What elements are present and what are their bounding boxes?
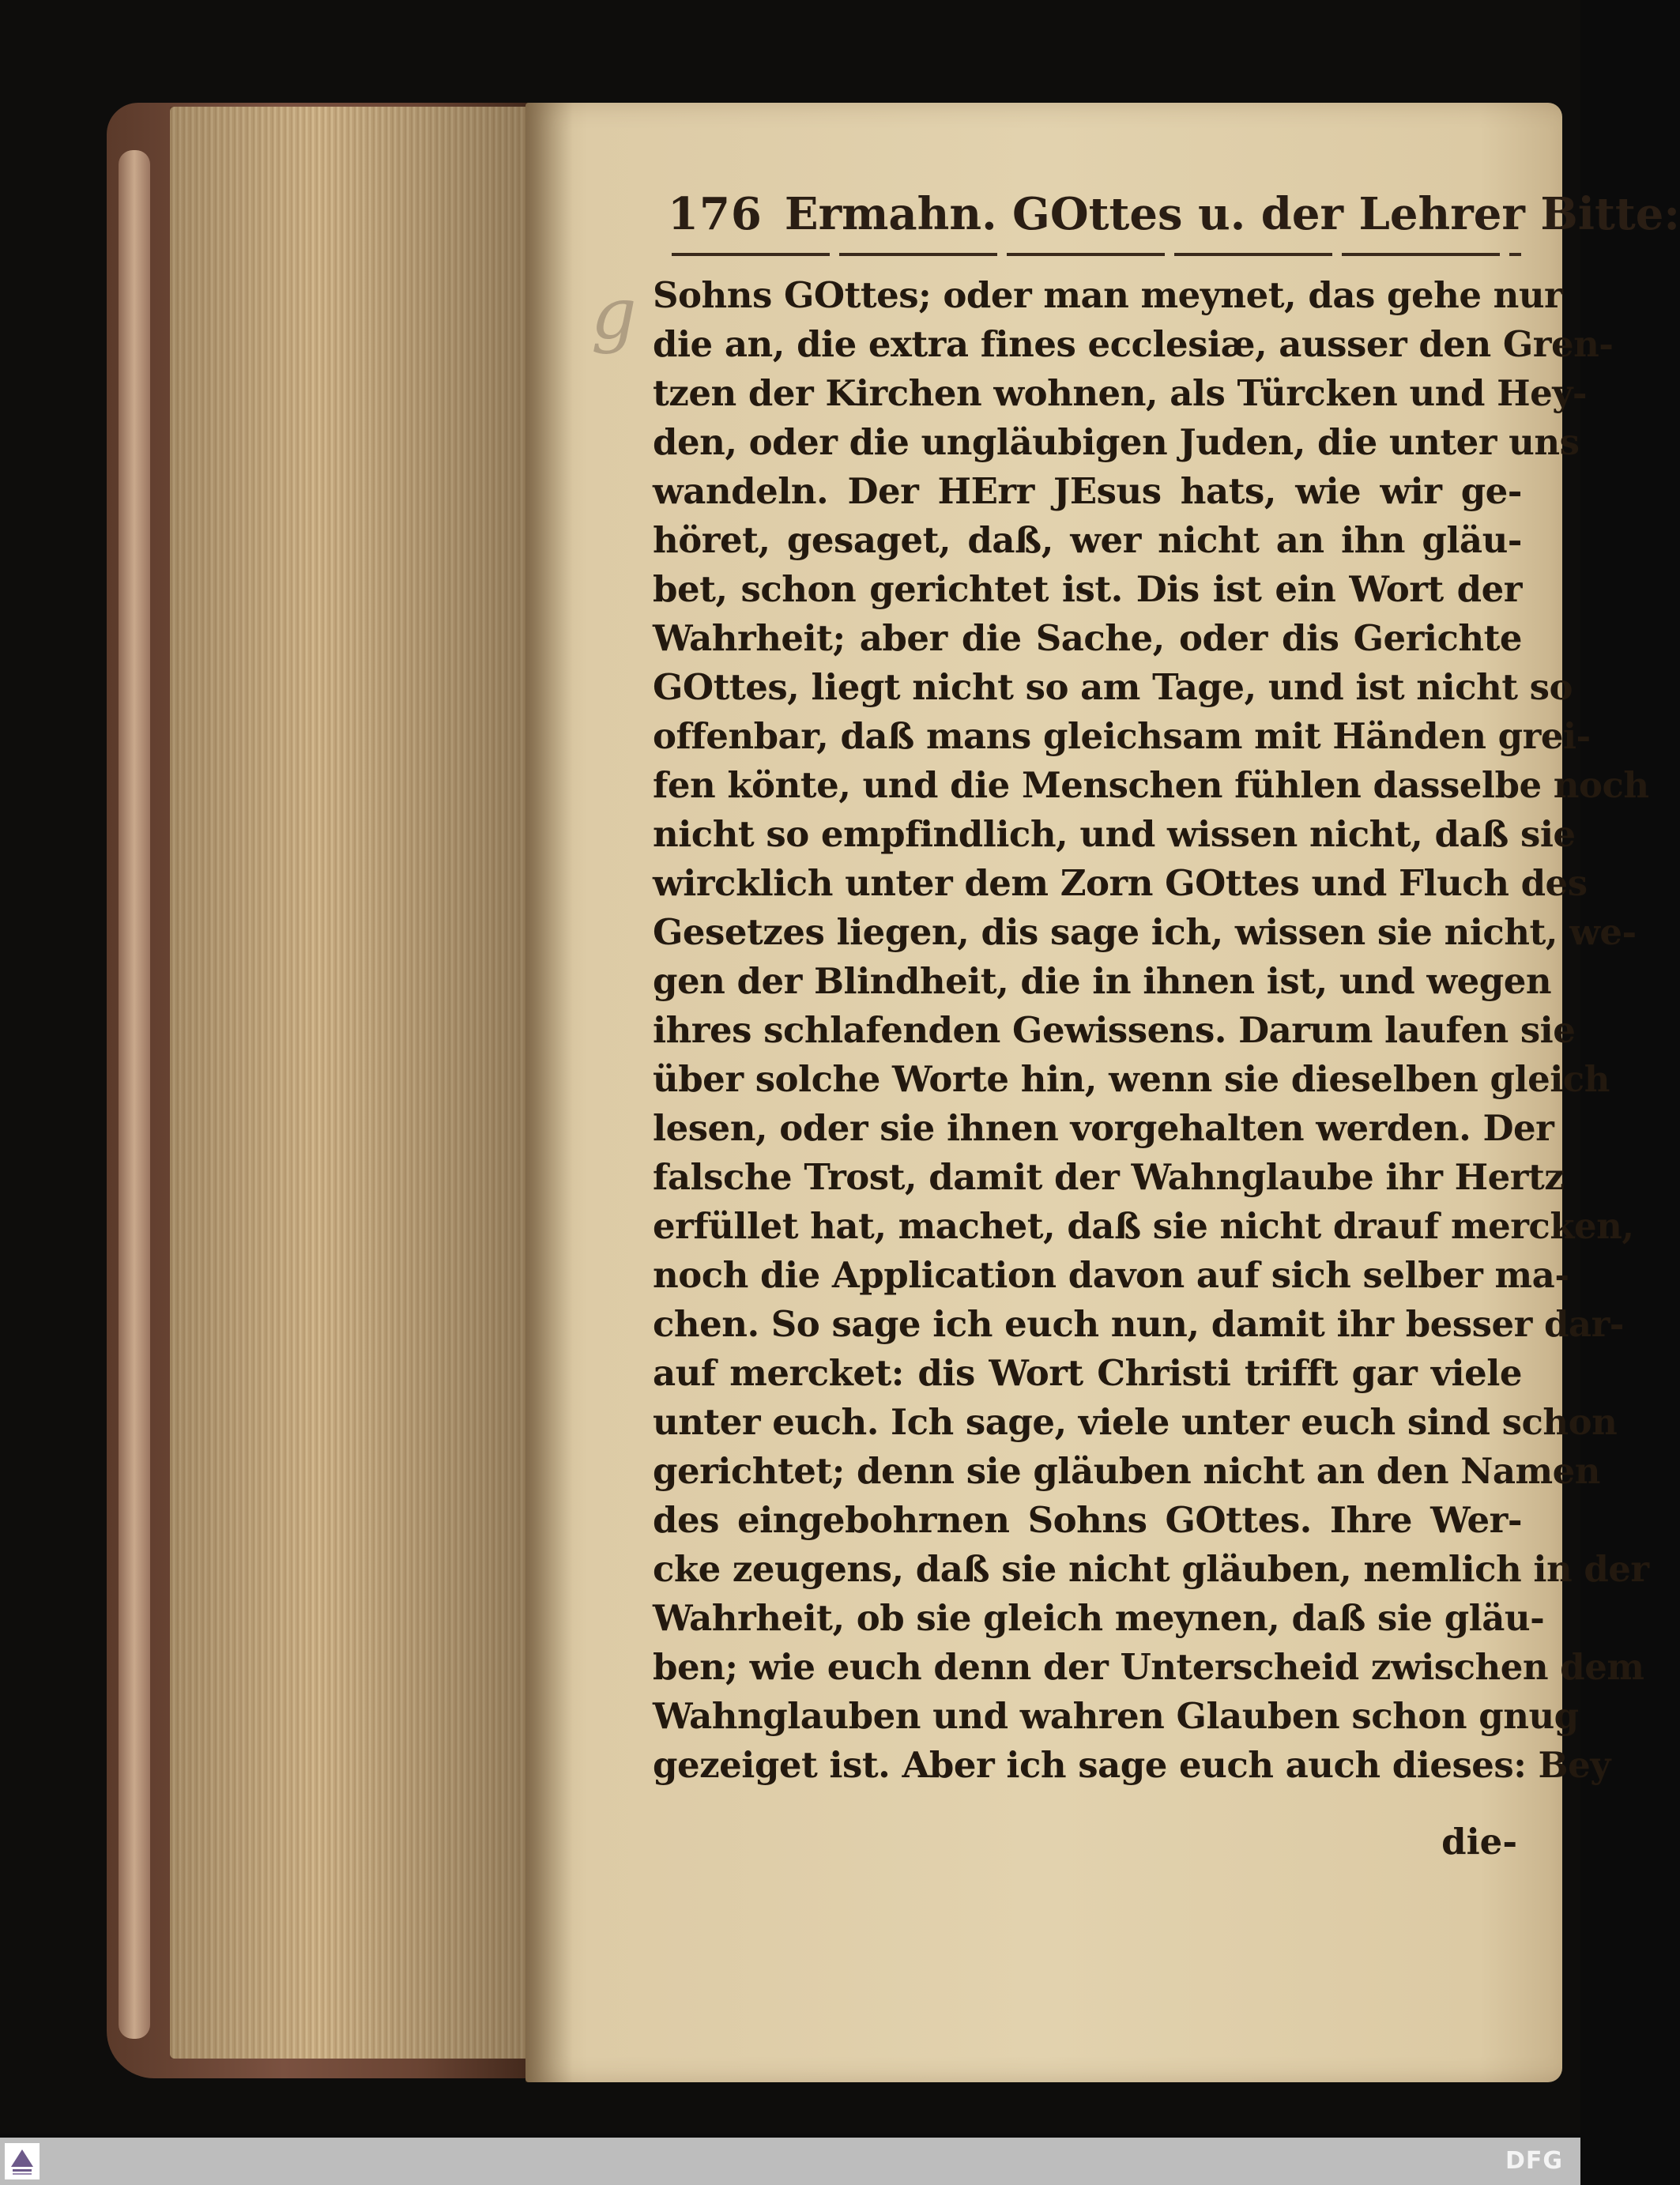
text-line: falsche Trost, damit der Wahnglaube ihr Hertz: [653, 1156, 1565, 1198]
text-line: bet, schon gerichtet ist. Dis ist ein Wort der: [653, 568, 1522, 610]
header-rule: [672, 253, 1521, 256]
text-line: Wahnglauben und wahren Glauben schon gnug: [653, 1695, 1579, 1737]
dfg-logo[interactable]: DFG: [1505, 2147, 1563, 2175]
page-gutter-shadow: [525, 103, 573, 2082]
catchword: die-: [1441, 1821, 1517, 1863]
text-line: gen der Blindheit, die in ihnen ist, und wegen: [653, 960, 1552, 1002]
text-line: nicht so empfindlich, und wissen nicht, daß sie: [653, 813, 1576, 855]
running-head-title: Ermahn. GOttes u. der Lehrer Bitte:: [784, 188, 1680, 240]
text-line: Gesetzes liegen, dis sage ich, wissen sie nicht, we-: [653, 911, 1637, 953]
text-line: höret, gesaget, daß, wer nicht an ihn gläu-: [653, 519, 1522, 561]
text-line: die an, die extra fines ecclesiæ, ausser den Gren-: [653, 323, 1614, 365]
cover-edge: [119, 150, 150, 2039]
text-line: offenbar, daß mans gleichsam mit Händen grei-: [653, 715, 1591, 757]
page-edges-shade: [170, 107, 541, 2059]
text-line: gezeiget ist. Aber ich sage euch auch dieses: Bey: [653, 1744, 1610, 1786]
library-logo-icon[interactable]: [5, 2143, 40, 2179]
text-line: noch die Application davon auf sich selber ma-: [653, 1254, 1569, 1296]
text-line: GOttes, liegt nicht so am Tage, und ist nicht so: [653, 666, 1573, 708]
text-line: den, oder die ungläubigen Juden, die unter uns: [653, 421, 1580, 463]
text-line: Wahrheit; aber die Sache, oder dis Gerichte: [653, 617, 1522, 659]
text-line: wandeln. Der HErr JEsus hats, wie wir ge-: [653, 470, 1522, 512]
text-line: fen könte, und die Menschen fühlen dasselbe noch: [653, 764, 1649, 806]
margin-note: g: [591, 273, 637, 356]
text-line: Wahrheit, ob sie gleich meynen, daß sie gläu-: [653, 1597, 1545, 1639]
text-line: über solche Worte hin, wenn sie dieselben gleich: [653, 1058, 1610, 1100]
text-line: gerichtet; denn sie gläuben nicht an den Namen: [653, 1450, 1600, 1492]
body-text: [653, 271, 1649, 1786]
text-line: unter euch. Ich sage, viele unter euch sind schon: [653, 1401, 1618, 1443]
text-line: wircklich unter dem Zorn GOttes und Fluch des: [653, 862, 1588, 904]
text-line: ihres schlafenden Gewissens. Darum laufen sie: [653, 1009, 1576, 1051]
text-line: cke zeugens, daß sie nicht gläuben, nemlich in der: [653, 1548, 1649, 1590]
running-head: [668, 188, 1680, 243]
text-line: Sohns GOttes; oder man meynet, das gehe nur: [653, 274, 1563, 316]
text-line: chen. So sage ich euch nun, damit ihr besser dar-: [653, 1303, 1624, 1345]
text-line: auf mercket: dis Wort Christi trifft gar viele: [653, 1352, 1522, 1394]
page-number: 176: [668, 188, 763, 240]
viewer-footer-bar: [0, 2138, 1580, 2185]
text-line: ben; wie euch denn der Unterscheid zwischen dem: [653, 1646, 1644, 1688]
text-line: lesen, oder sie ihnen vorgehalten werden. Der: [653, 1107, 1554, 1149]
text-line: des eingebohrnen Sohns GOttes. Ihre Wer-: [653, 1499, 1522, 1541]
text-line: tzen der Kirchen wohnen, als Türcken und Hey-: [653, 372, 1588, 414]
text-line: erfüllet hat, machet, daß sie nicht drauf mercken,: [653, 1205, 1634, 1247]
